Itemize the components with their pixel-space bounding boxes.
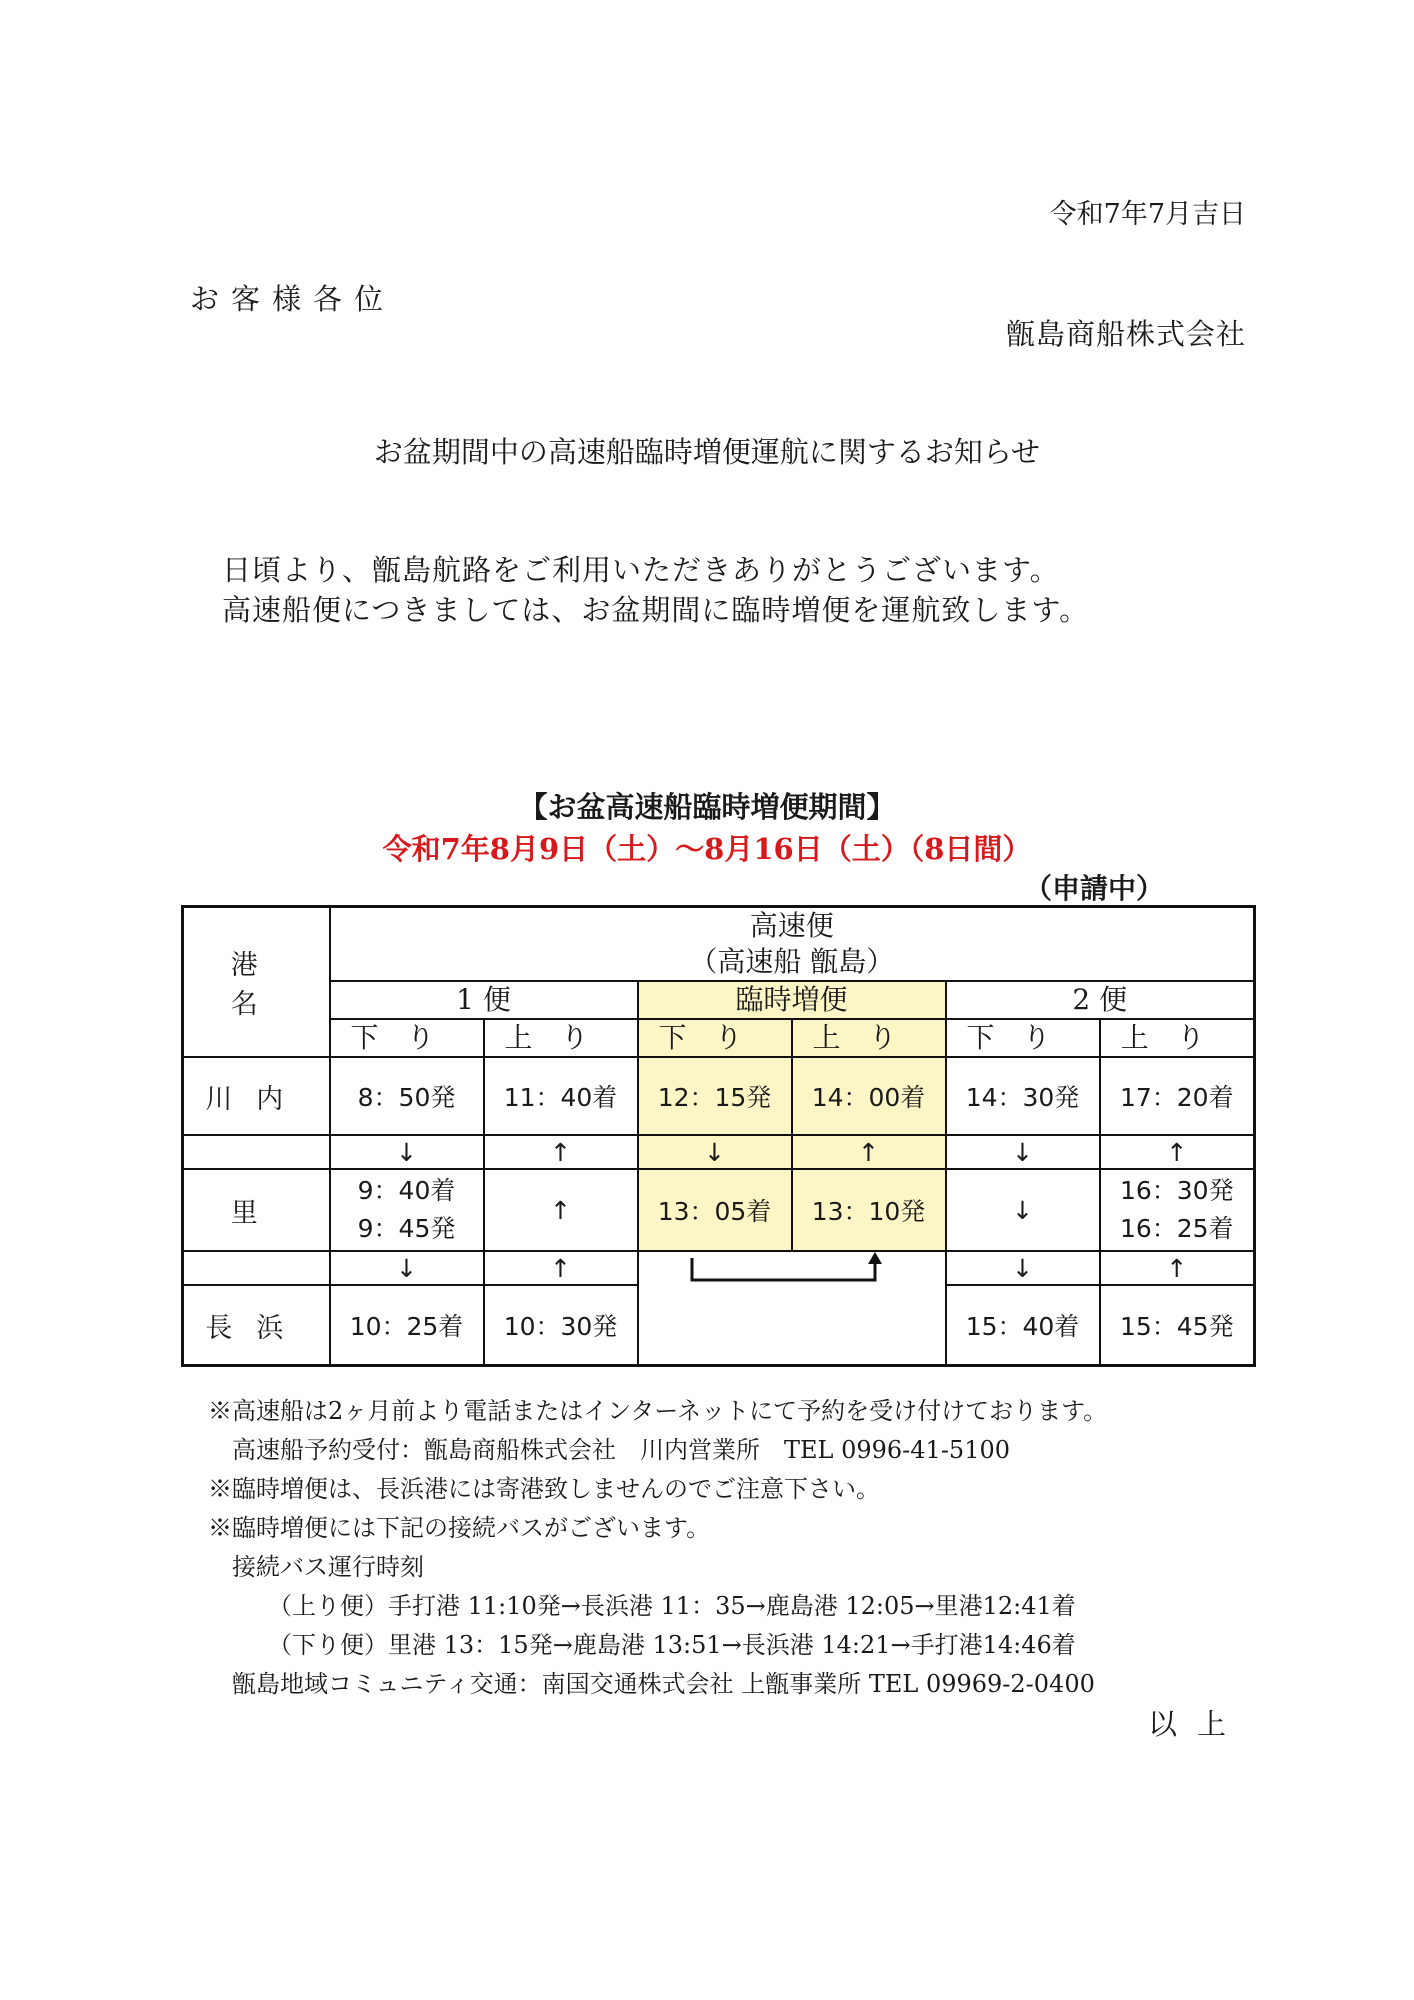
time-cell: 11：40着 [484, 1057, 638, 1135]
port-sato: 里 [183, 1169, 330, 1251]
arrow-up-icon: ↑ [1100, 1251, 1255, 1285]
intro-line-1: 日頃より、甑島航路をご利用いただきありがとうございます。 [222, 553, 1060, 587]
intro-line-2: 高速船便につきましては、お盆期間に臨時増便を運航致します。 [222, 593, 1090, 627]
application-status: （申請中） [1023, 872, 1164, 905]
arrow-up-icon: ↑ [792, 1135, 946, 1169]
row-sato [183, 1169, 1255, 1251]
time-cell: 12：15発 [638, 1057, 792, 1135]
service-label: 高速便 [749, 909, 834, 942]
notice-title: お盆期間中の高速船臨時増便運航に関するお知らせ [373, 435, 1041, 469]
time-departure: 16：30発 [1119, 1176, 1234, 1205]
port-sendai: 川内 [183, 1057, 330, 1135]
direction-down: 下り [330, 1019, 484, 1057]
direction-up: 上り [792, 1019, 946, 1057]
time-cell: 10：25着 [330, 1285, 484, 1366]
company-name: 甑島商船株式会社 [1005, 317, 1246, 351]
closing-mark: 以上 [1147, 1707, 1246, 1741]
note-reservation-contact: 高速船予約受付：甑島商船株式会社 川内営業所 TEL 0996-41-5100 [232, 1436, 1011, 1464]
row-sendai [183, 1057, 1255, 1135]
addressee: お客様各位 [190, 282, 396, 316]
empty-cell [183, 1251, 330, 1285]
header-row-groups [183, 981, 1255, 1019]
time-cell: 13：05着 [638, 1169, 792, 1251]
period-title: 【お盆高速船臨時増便期間】 [518, 790, 896, 824]
direction-down: 下り [946, 1019, 1100, 1057]
time-departure: 9：45発 [357, 1214, 456, 1243]
intro-text [222, 550, 1089, 630]
arrow-down-icon: ↓ [946, 1169, 1100, 1251]
arrow-up-icon: ↑ [484, 1169, 638, 1251]
group-second-service: 2 便 [946, 981, 1255, 1019]
arrow-down-icon: ↓ [330, 1251, 484, 1285]
time-cell: 17：20着 [1100, 1057, 1255, 1135]
note-reservation: ※高速船は2ヶ月前より電話またはインターネットにて予約を受け付けております。 [208, 1397, 1108, 1425]
note-bus-down: （下り便）里港 13：15発→鹿島港 13:51→長浜港 14:21→手打港14:46着 [268, 1631, 1076, 1659]
port-nagahama: 長浜 [183, 1285, 330, 1366]
vessel-label: （高速船 甑島） [689, 945, 895, 978]
direction-up: 上り [1100, 1019, 1255, 1057]
time-cell: 15：45発 [1100, 1285, 1255, 1366]
group-first-service: 1 便 [330, 981, 638, 1019]
time-cell: 14：00着 [792, 1057, 946, 1135]
document-date: 令和7年7月吉日 [1049, 199, 1246, 230]
arrow-up-icon: ↑ [484, 1251, 638, 1285]
time-cell-double [330, 1169, 484, 1251]
note-nagahama: ※臨時増便は、長浜港には寄港致しませんのでご注意下さい。 [208, 1475, 880, 1503]
header-row-directions [183, 1019, 1255, 1057]
time-cell: 14：30発 [946, 1057, 1100, 1135]
direction-down: 下り [638, 1019, 792, 1057]
time-arrival: 16：25着 [1119, 1214, 1234, 1243]
return-arrow-head [868, 1252, 882, 1264]
time-cell-double [1100, 1169, 1255, 1251]
arrow-down-icon: ↓ [946, 1135, 1100, 1169]
note-bus-contact: 甑島地域コミュニティ交通：南国交通株式会社 上甑事業所 TEL 09969-2-0400 [232, 1670, 1095, 1698]
row-arrows-2 [183, 1251, 1255, 1285]
direction-up: 上り [484, 1019, 638, 1057]
time-arrival: 9：40着 [357, 1176, 456, 1205]
row-arrows-1 [183, 1135, 1255, 1169]
time-cell: 10：30発 [484, 1285, 638, 1366]
arrow-down-icon: ↓ [946, 1251, 1100, 1285]
return-arrow-line [692, 1258, 875, 1280]
header-row-service [183, 907, 1255, 982]
note-bus-title: 接続バス運行時刻 [232, 1553, 424, 1581]
note-bus-up: （上り便）手打港 11:10発→長浜港 11：35→鹿島港 12:05→里港12:41着 [268, 1592, 1076, 1620]
return-arrow-icon [639, 1252, 947, 1364]
arrow-down-icon: ↓ [638, 1135, 792, 1169]
note-bus: ※臨時増便には下記の接続バスがございます。 [208, 1514, 711, 1542]
period-dates: 令和7年8月9日（土）～8月16日（土）（8日間） [382, 832, 1032, 866]
arrow-down-icon: ↓ [330, 1135, 484, 1169]
time-cell: 15：40着 [946, 1285, 1100, 1366]
service-header [330, 907, 1255, 982]
return-route-cell [638, 1251, 946, 1366]
arrow-up-icon: ↑ [484, 1135, 638, 1169]
arrow-up-icon: ↑ [1100, 1135, 1255, 1169]
timetable [181, 905, 1256, 1367]
time-cell: 8：50発 [330, 1057, 484, 1135]
port-name-header: 港 名 [183, 907, 330, 1058]
group-extra-service: 臨時増便 [638, 981, 946, 1019]
notes [208, 1392, 1107, 1704]
time-cell: 13：10発 [792, 1169, 946, 1251]
empty-cell [183, 1135, 330, 1169]
